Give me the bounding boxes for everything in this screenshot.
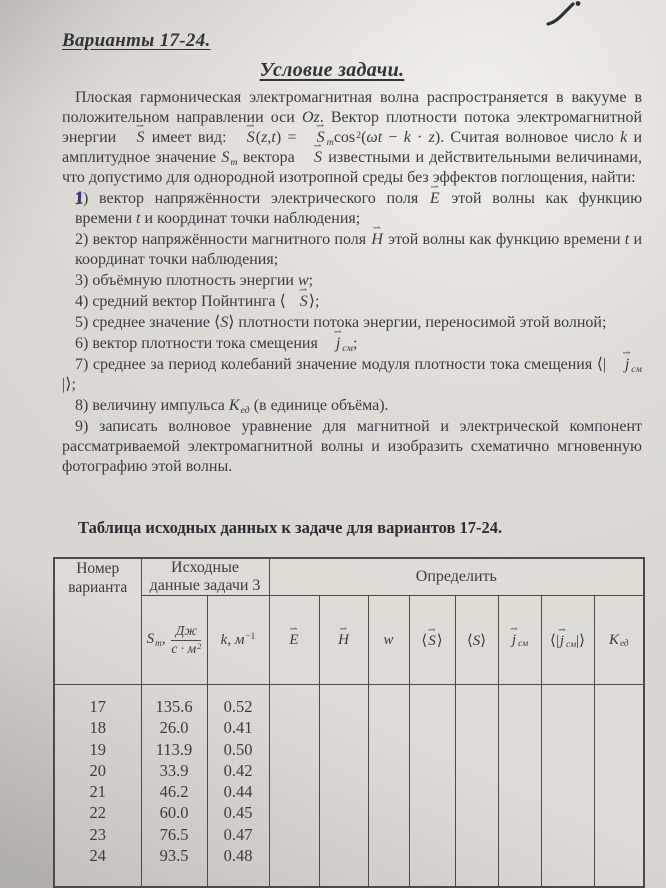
problem-intro-paragraph — [62, 88, 642, 188]
fraction-denominator — [171, 641, 201, 657]
vector-symbol: ⇀ S — [427, 633, 437, 650]
vector-symbol: ⇀ j — [511, 632, 517, 649]
text-run: S — [220, 314, 229, 331]
variant-value: 17 — [89, 697, 106, 716]
variant-value: 23 — [89, 824, 106, 844]
k-unit: м — [234, 631, 245, 648]
pen-overwritten-item-number: 1) — [75, 190, 88, 207]
text-run: w — [383, 631, 394, 648]
sm-unit-column-header — [141, 596, 207, 685]
source-data-group-header — [141, 558, 269, 596]
determine-column-header-6 — [498, 596, 541, 685]
vector-symbol: ⇀ j — [559, 633, 565, 650]
k-unit-exponent: −1 — [245, 632, 256, 643]
text-run: Oz — [301, 109, 320, 126]
text-run: ⟨ — [466, 632, 473, 649]
source-data-header-line2: данные задачи 3 — [149, 577, 261, 594]
text-run: z — [428, 129, 435, 146]
variants-heading: Варианты 17-24. — [62, 30, 211, 51]
determine-group-header: Определить — [269, 558, 644, 596]
k-value: 0.48 — [223, 846, 253, 866]
k-values-cell — [207, 685, 269, 888]
text-run: Плоская гармоническая электромагнитная волна распространяется в вакууме в положительном направлении оси — [62, 89, 642, 126]
sm-subscript: m — [155, 639, 162, 650]
text-run: ⟨| — [550, 632, 559, 649]
item-number: 5) — [75, 314, 89, 331]
determine-empty-cell-1 — [269, 685, 319, 888]
text-run: ⟨ — [421, 632, 428, 649]
determine-empty-cell-5 — [455, 685, 498, 888]
item-number: 7) — [75, 356, 89, 373]
text-run: w — [297, 272, 309, 289]
determine-column-header-8 — [594, 596, 644, 685]
text-run: ⟩ — [480, 632, 487, 649]
item-number: 9) — [75, 418, 89, 435]
k-value: 0.52 — [223, 697, 253, 716]
vector-symbol: ⇀ S — [286, 292, 309, 312]
task-item-2 — [62, 230, 642, 270]
determine-empty-cell-2 — [319, 685, 368, 888]
task-item-6 — [62, 334, 642, 354]
task-item-7 — [62, 355, 642, 395]
table-caption: Таблица исходных данных к задаче для вариантов 17-24. — [78, 518, 503, 537]
vector-symbol: ⇀ H — [337, 632, 350, 649]
determine-empty-cell-7 — [541, 685, 594, 888]
variant-value: 21 — [89, 782, 106, 802]
item-number: 3) — [75, 272, 89, 289]
sm-value: 46.2 — [159, 782, 189, 802]
text-run: z — [261, 129, 268, 146]
text-run: |⟩; — [62, 376, 76, 393]
fraction-denominator-base: с · м — [171, 640, 197, 656]
sm-value: 60.0 — [159, 803, 189, 823]
k-value: 0.44 — [223, 782, 253, 802]
text-run: ед — [620, 639, 629, 650]
task-item-5 — [62, 313, 642, 333]
fraction-numerator: Дж — [171, 623, 201, 640]
text-run: . Вектор плотности потока электромагнитной энергии — [62, 109, 643, 146]
text-run: t — [271, 129, 276, 146]
vector-symbol: ⇀ S — [233, 128, 256, 148]
determine-empty-cell-4 — [409, 685, 455, 888]
vector-symbol: ⇀ S — [122, 128, 145, 148]
text-run: и координат точки наблюдения; — [140, 210, 361, 227]
item-number: 2) — [75, 231, 89, 248]
task-item-4 — [62, 292, 642, 312]
text-run: cos — [333, 129, 356, 146]
sm-unit-fraction — [171, 623, 201, 656]
k-value: 0.41 — [223, 718, 253, 738]
text-run: см — [518, 639, 529, 650]
vector-symbol: ⇀ H — [370, 230, 384, 250]
k-separator: , — [227, 631, 235, 648]
text-run: среднее за период колебаний значение модуля плотности тока смещения ⟨| — [92, 356, 611, 373]
sm-symbol: S — [146, 631, 155, 648]
text-run: этой волны как функцию времени — [383, 231, 625, 248]
text-run: и амплитудное значение — [62, 129, 643, 166]
text-run: ωt — [366, 129, 383, 146]
task-item-1 — [62, 189, 642, 229]
sm-value: 76.5 — [159, 824, 189, 844]
text-run: , — [267, 129, 272, 146]
k-value: 0.47 — [223, 824, 253, 844]
text-run: см — [631, 363, 642, 375]
text-run: − — [382, 129, 404, 146]
variant-value: 20 — [89, 760, 106, 780]
determine-column-header-7 — [541, 596, 594, 685]
text-run: и координат точки наблюдения; — [75, 231, 643, 268]
text-run: записать волновое уравнение для магнитной и электрической компонент рассматриваемой электромагнитной волны и изобразить схематично мгновенную фотографию этой волны. — [62, 418, 643, 475]
text-run: ). Считая волновое число — [434, 129, 621, 146]
vector-symbol: ⇀ E — [288, 632, 299, 649]
text-run: K — [228, 397, 240, 414]
k-value: 0.45 — [223, 803, 253, 823]
text-run: среднее значение ⟨ — [92, 314, 221, 331]
determine-column-header-3 — [368, 596, 409, 685]
k-value: 0.42 — [223, 760, 253, 780]
determine-column-header-4 — [409, 596, 455, 685]
task-items-list — [62, 189, 642, 477]
sm-value: 26.0 — [159, 718, 189, 738]
text-run: ) = — [275, 129, 303, 146]
sm-value: 93.5 — [159, 846, 189, 866]
text-run: (в единице объёма). — [249, 397, 389, 414]
determine-column-header-2 — [319, 596, 368, 685]
text-run: имеет вид: — [145, 129, 233, 146]
source-data-header-line1: Исходные — [171, 559, 239, 576]
determine-empty-cell-6 — [498, 685, 541, 888]
pen-stroke-digit: 1 — [73, 188, 85, 209]
determine-empty-cell-3 — [368, 685, 409, 888]
vector-symbol: ⇀ j — [322, 334, 341, 354]
variants-data-table — [53, 557, 645, 888]
text-run: этой волны как функцию времени — [75, 190, 643, 227]
fraction-denominator-exponent: 2 — [197, 641, 202, 651]
determine-empty-cell-8 — [594, 685, 644, 888]
text-run: m — [230, 156, 238, 168]
text-run: средний вектор Пойнтинга ⟨ — [92, 293, 286, 310]
text-run: · — [410, 129, 429, 146]
k-symbol: k — [220, 631, 228, 648]
variant-value: 24 — [89, 846, 106, 866]
text-run: ( — [361, 129, 367, 146]
problem-subtitle-row — [62, 59, 602, 82]
text-run: S — [472, 632, 481, 649]
vector-symbol: ⇀ S — [300, 148, 323, 168]
text-run: известными и действительными величинами, что допустимо для однородной изотропной среды без эффектов поглощения, найти: — [62, 149, 642, 186]
text-run: 2 — [356, 129, 362, 141]
text-run: вектор напряжённости электрического поля — [99, 190, 429, 207]
variant-value: 19 — [89, 739, 106, 759]
text-run: S — [221, 149, 230, 166]
problem-subtitle: Условие задачи. — [259, 59, 405, 81]
text-run: ед — [240, 404, 250, 416]
text-run: см — [342, 342, 354, 354]
text-run: ; — [308, 272, 314, 289]
vector-symbol: ⇀ E — [429, 189, 441, 209]
text-run: ⟩ — [436, 632, 443, 649]
item-number: 6) — [75, 335, 89, 352]
k-value: 0.50 — [223, 739, 253, 759]
text-run: m — [326, 136, 334, 148]
text-run: вектора — [237, 149, 301, 166]
text-run: ; — [353, 335, 358, 352]
task-item-3 — [62, 271, 642, 291]
sm-value: 135.6 — [155, 697, 193, 716]
text-run: вектор напряжённости магнитного поля — [92, 231, 371, 248]
task-item-9 — [62, 417, 642, 477]
sm-values-cell — [141, 685, 207, 888]
variant-value: 18 — [89, 718, 106, 738]
variant-number-cell — [54, 685, 141, 888]
sm-separator: , — [161, 631, 170, 648]
text-run: t — [624, 231, 630, 248]
variant-value: 22 — [89, 803, 106, 823]
sm-value: 113.9 — [155, 739, 193, 759]
text-run: величину импульса — [92, 397, 229, 414]
vector-symbol: ⇀ S — [303, 128, 326, 148]
text-run: t — [136, 210, 141, 227]
text-run: вектор плотности тока смещения — [92, 335, 322, 352]
item-number: 8) — [75, 397, 89, 414]
determine-column-header-1 — [269, 596, 319, 685]
text-run: k — [403, 129, 411, 146]
determine-column-header-5 — [455, 596, 498, 685]
variant-number-column-header: Номер варианта — [54, 558, 141, 685]
text-run: |⟩ — [576, 632, 585, 649]
text-run: ⟩ плотности потока энергии, переносимой этой волной; — [228, 314, 607, 331]
task-item-8 — [62, 396, 642, 416]
text-run: K — [609, 631, 620, 648]
sm-value: 33.9 — [159, 760, 189, 780]
text-run: ( — [255, 129, 262, 146]
text-run: объёмную плотность энергии — [92, 272, 298, 289]
text-run: см — [566, 640, 577, 651]
text-run: ⟩; — [308, 293, 320, 310]
text-run: k — [620, 129, 628, 146]
k-unit-column-header — [207, 596, 269, 685]
vector-symbol: ⇀ j — [611, 355, 630, 375]
item-number: 4) — [75, 293, 89, 310]
